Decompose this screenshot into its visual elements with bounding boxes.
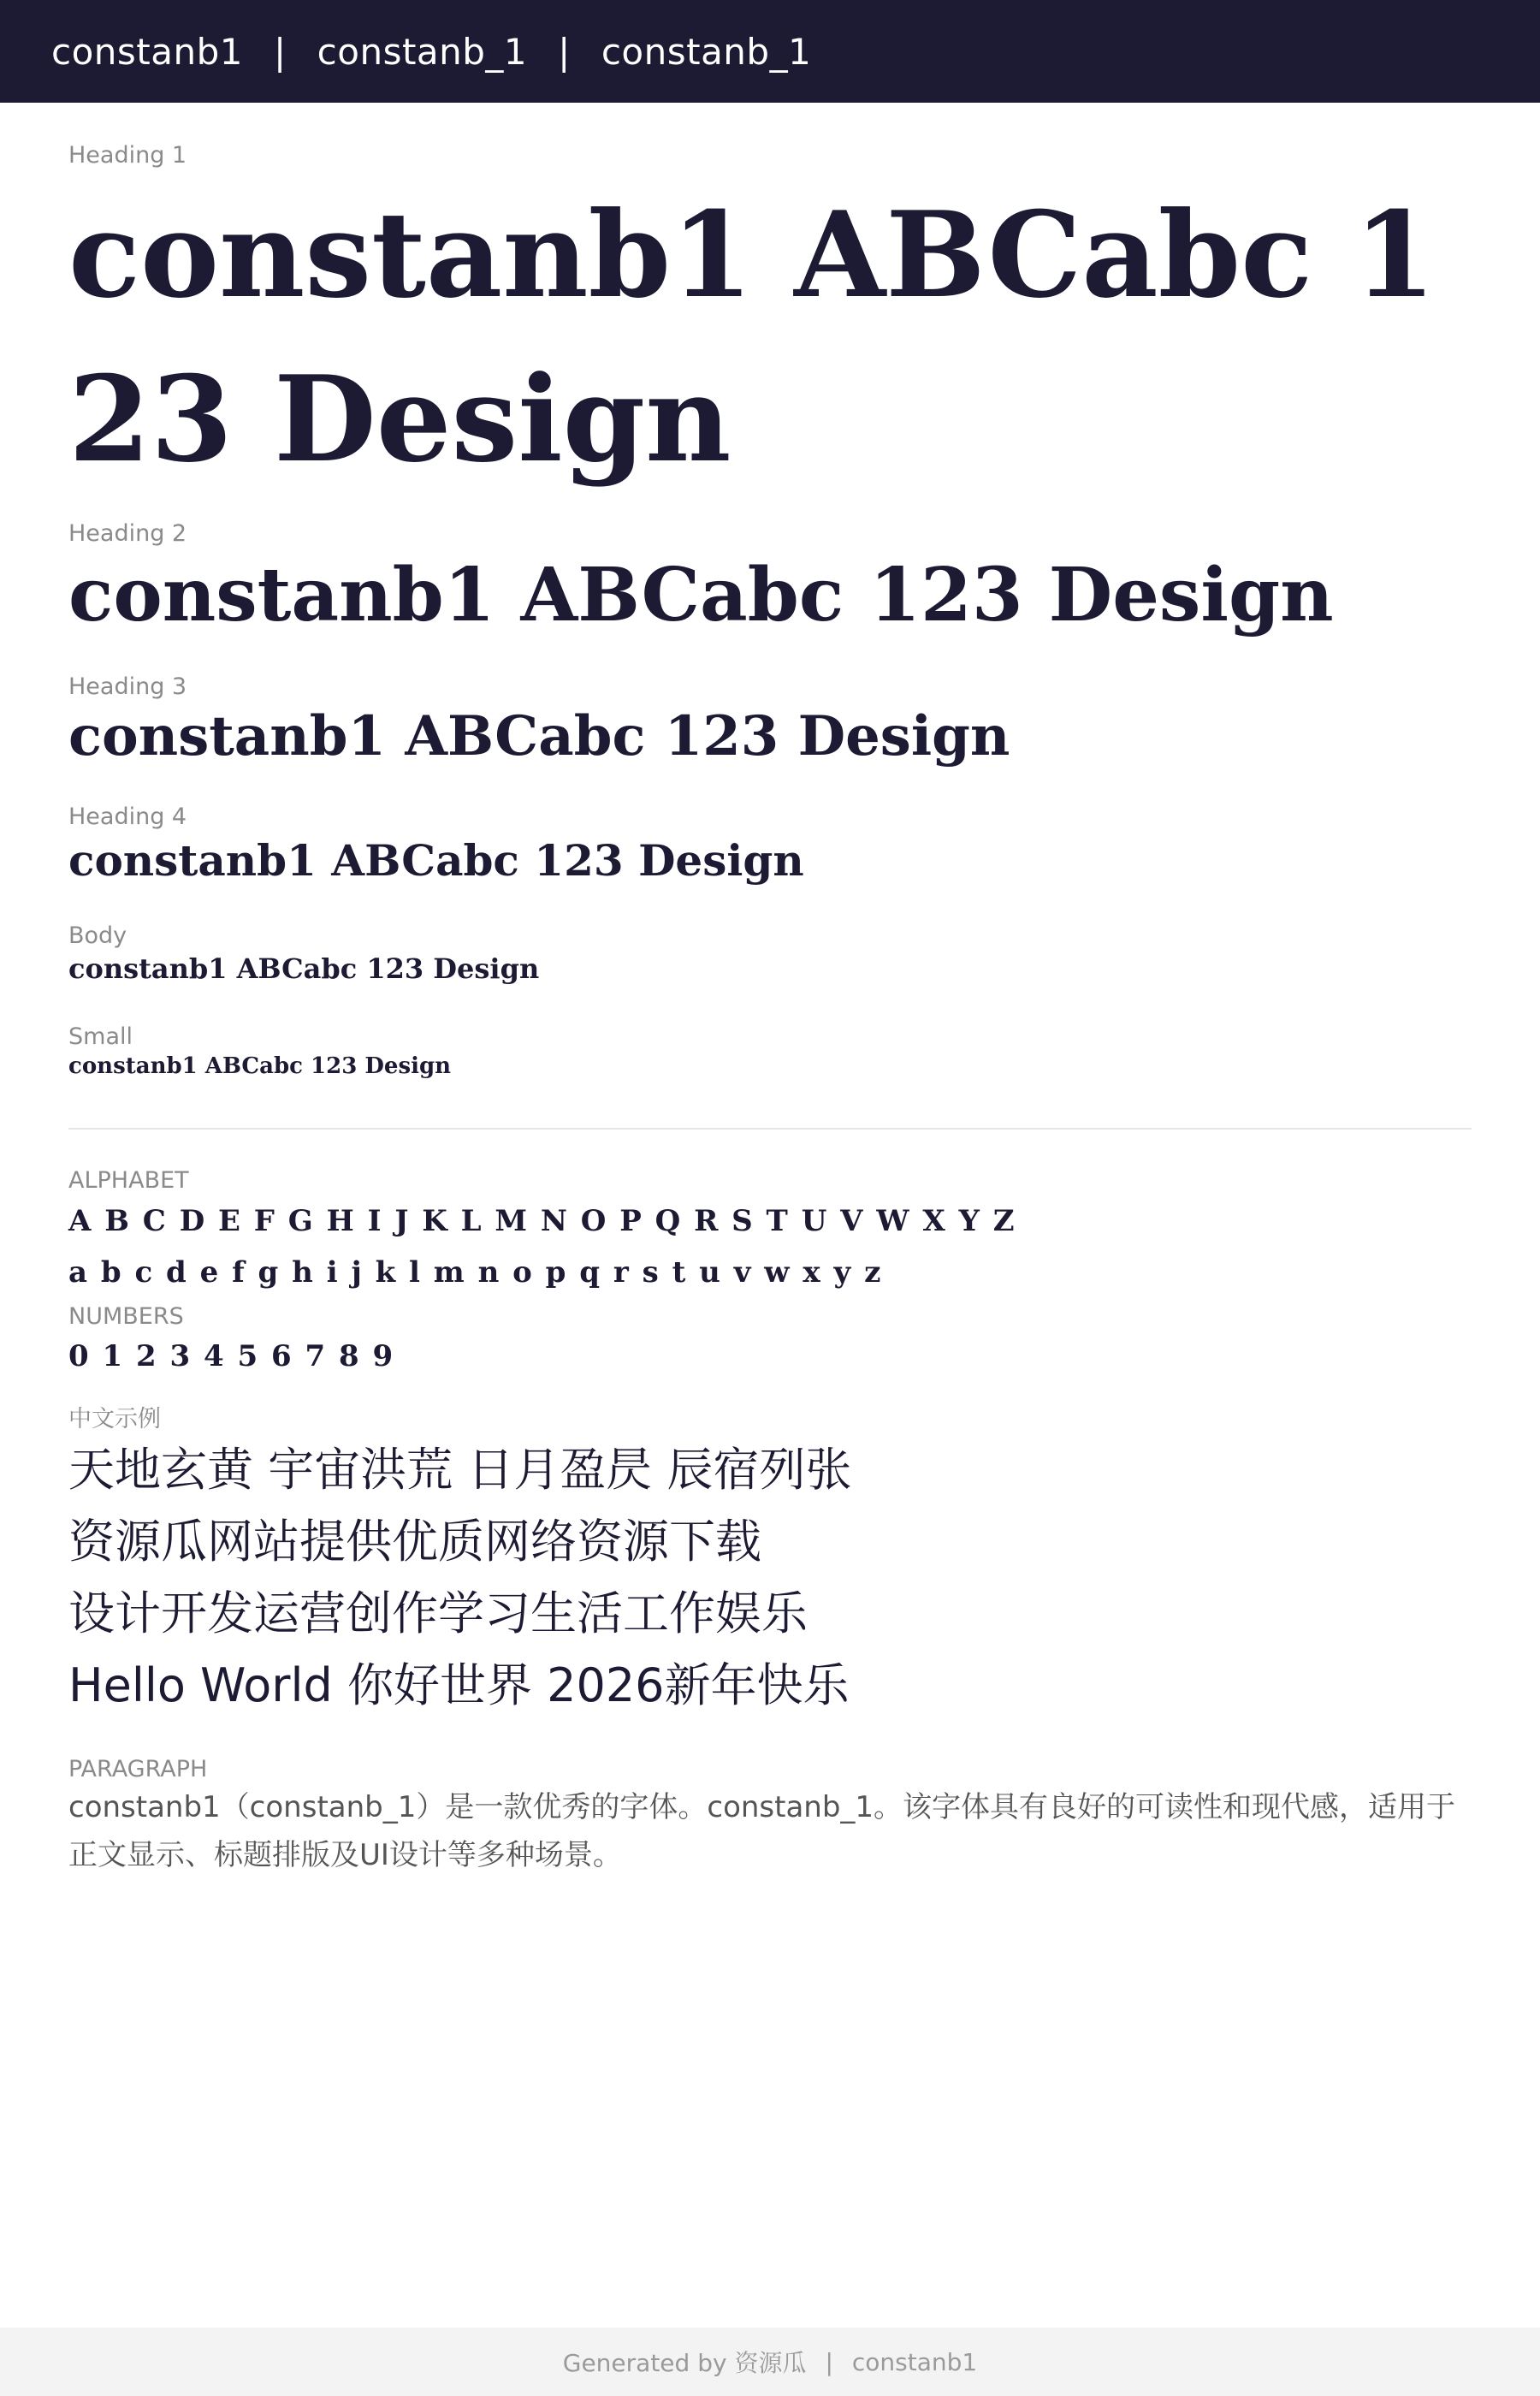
heading-3-sample: constanb1 ABCabc 123 Design (68, 704, 1010, 769)
header-separator: | (558, 30, 571, 73)
footer-font-name: constanb1 (851, 2347, 978, 2376)
section-divider (68, 1128, 1472, 1130)
heading-4-sample: constanb1 ABCabc 123 Design (68, 834, 804, 886)
footer-separator: | (825, 2347, 833, 2376)
chinese-line: 资源瓜网站提供优质网络资源下载 (68, 1514, 761, 1569)
alphabet-label: ALPHABET (68, 1167, 189, 1195)
chinese-label: 中文示例 (68, 1406, 161, 1433)
heading-3-label: Heading 3 (68, 673, 187, 700)
header-bar (0, 0, 1540, 103)
paragraph-label: PARAGRAPH (68, 1755, 208, 1782)
chinese-line: Hello World 你好世界 2026新年快乐 (68, 1658, 850, 1712)
header-font-name: constanb1 (51, 30, 243, 73)
heading-1-label: Heading 1 (68, 142, 187, 169)
heading-2-label: Heading 2 (68, 520, 187, 548)
chinese-line: 设计开发运营创作学习生活工作娱乐 (68, 1586, 808, 1640)
header-font-file: constanb_1 (601, 30, 812, 73)
alphabet-uppercase: A B C D E F G H I J K L M N O P Q R S T U V W X Y Z (68, 1203, 1016, 1238)
numbers-sample: 0 1 2 3 4 5 6 7 8 9 (68, 1339, 395, 1374)
specimen-content (68, 103, 1472, 1879)
footer (0, 2328, 1540, 2396)
small-sample: constanb1 ABCabc 123 Design (68, 1053, 452, 1080)
footer-generated-by: Generated by 资源瓜 (562, 2349, 807, 2377)
heading-2-sample: constanb1 ABCabc 123 Design (68, 551, 1334, 638)
header-font-alias: constanb_1 (317, 30, 528, 73)
body-label: Body (68, 922, 127, 949)
chinese-line: 天地玄黄 宇宙洪荒 日月盈昃 辰宿列张 (68, 1442, 852, 1497)
numbers-label: NUMBERS (68, 1302, 184, 1330)
heading-4-label: Heading 4 (68, 804, 187, 831)
header-separator: | (274, 30, 287, 73)
alphabet-lowercase: a b c d e f g h i j k l m n o p q r s t u v w x y z (68, 1254, 883, 1290)
small-label: Small (68, 1023, 133, 1050)
body-sample: constanb1 ABCabc 123 Design (68, 952, 540, 985)
paragraph-sample: constanb1（constanb_1）是一款优秀的字体。constanb_1。该字体具有良好的可读性和现代感，适用于正文显示、标题排版及UI设计等多种场景。 (68, 1789, 1456, 1872)
heading-1-sample: constanb1 ABCabc 123 Design (68, 185, 1436, 489)
